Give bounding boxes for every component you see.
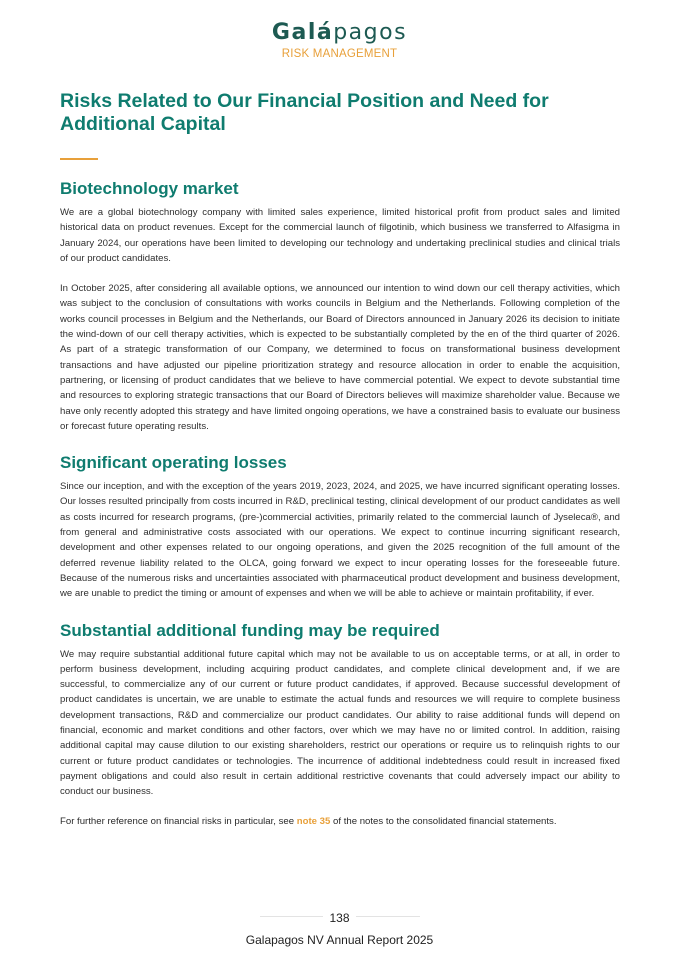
page-header: [0, 20, 679, 60]
paragraph: We may require substantial additional future capital which may not be available to us on acceptable terms, or at all, in order to perform business development, including acquiring product candidates, and complete clinical development and, if we are successful, to commercialize any of our current or future product candidates, if approved. Because successful development of product candidates is uncertain, we are unable to estimate the actual funds and resources we will require to complete business development transactions, R&D and commercialize our product candidates. Our ability to raise additional funds will depend on financial, economic and market conditions and other factors, over which we may have no or limited control. In addition, raising additional capital may cause dilution to our existing shareholders, restrict our operations or require us to relinquish rights to our current or future product candidates or technologies. The incurrence of additional indebtedness could result in increased fixed payment obligations and could also result in certain additional restrictive covenants that could adversely impact our ability to conduct our business.: [60, 648, 620, 798]
section-heading: Biotechnology market: [60, 179, 239, 198]
main-content: [60, 90, 620, 847]
galapagos-logo: [0, 20, 679, 46]
section-biotechnology-market: [60, 178, 620, 434]
section-substantial-additional-funding: [60, 620, 620, 829]
note-35-link[interactable]: note 35: [296, 815, 331, 827]
section-heading: Substantial additional funding may be required: [60, 620, 440, 640]
logo-light-part: pagos: [333, 20, 408, 45]
page-number: 138: [323, 911, 355, 925]
paragraph: Since our inception, and with the exception of the years 2019, 2023, 2024, and 2025, we have incurred significant operating losses. Our losses resulted principally from costs incurred in R&D, preclinical testing, clinical development of our product candidates as well as costs incurred for research programs, (pre-)commercial activities, primarily related to the commercial launch of Jyseleca®, and from general and administrative costs associated with our operations. We expect to continue incurring significant research, development and other expenses related to our ongoing operations, and given the 2025 recognition of the full amount of the deferred revenue liability related to the OLCA, going forward we expect to incur operating losses for the foreseeable future. Because of the numerous risks and uncertainties associated with pharmaceutical product development and business development, we are unable to predict the timing or amount of expenses and when we will be able to achieve or maintain profitability, if ever.: [60, 481, 620, 600]
reference-text-after: of the notes to the consolidated financial statements.: [330, 815, 557, 827]
page-footer: [0, 908, 679, 947]
paragraph: We are a global biotechnology company with limited sales experience, limited historical profit from product sales and limited historical data on product revenues. Except for the commercial launch of filgotinib, which business we transferred to Alfasigma in January 2024, our operations have been limited to developing our technology and undertaking preclinical studies and clinical trials of our product candidates.: [60, 207, 620, 264]
section-significant-operating-losses: [60, 452, 620, 601]
logo-bold-part: Galá: [271, 20, 334, 45]
section-label: RISK MANAGEMENT: [281, 48, 398, 60]
section-heading: Significant operating losses: [60, 453, 287, 473]
title-underline: [60, 158, 98, 160]
page-title: Risks Related to Our Financial Position and Need for Additional Capital: [60, 90, 549, 135]
reference-sentence: [60, 814, 620, 829]
reference-text-before: For further reference on financial risks in particular, see: [60, 815, 297, 827]
report-title: Galapagos NV Annual Report 2025: [245, 933, 434, 947]
paragraph: In October 2025, after considering all available options, we announced our intention to wind down our cell therapy activities, which was subject to the conclusion of consultations with works councils in Belgium and the Netherlands. Following completion of the works council processes in Belgium and the Netherlands, our Board of Directors announced in January 2026 its decision to initiate the wind-down of our cell therapy activities, which is expected to be substantially completed by the en of the third quarter of 2026. As part of a strategic transformation of our Company, we determined to focus on transformational business development transactions and have adjusted our pipeline prioritization strategy and resource allocation in order to enable the acquisition, partnering, or licensing of product candidates that we believe to have commercial potential. We expect to devote substantial time and resources to exploring strategic transactions that our Board of Directors believes will maximize shareholder value. Because we have only recently adopted this strategy and have limited ongoing operations, we have a constrained basis to evaluate our business or forecast future operating results.: [60, 283, 620, 432]
